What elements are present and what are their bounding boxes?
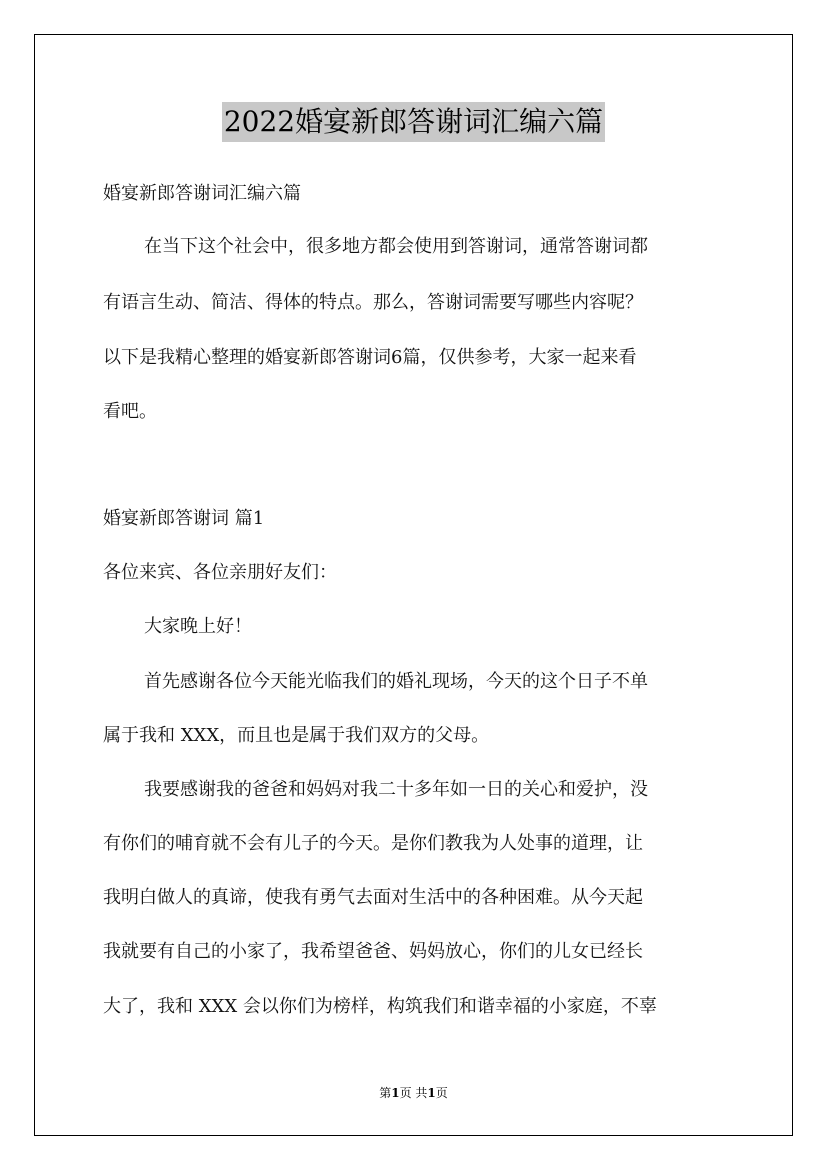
footer-prefix: 第	[379, 1086, 392, 1100]
para2-line-4: 我就要有自己的小家了，我希望爸爸、妈妈放心，你们的儿女已经长	[103, 941, 643, 962]
intro-line-4: 看吧。	[103, 401, 157, 422]
section-heading: 婚宴新郎答谢词 篇1	[103, 508, 265, 529]
para2-line-5: 大了，我和 XXX 会以你们为榜样，构筑我们和谐幸福的小家庭，不辜	[103, 996, 657, 1017]
footer-suffix: 页	[435, 1086, 448, 1100]
document-subtitle: 婚宴新郎答谢词汇编六篇	[103, 183, 301, 204]
para1-line-2: 属于我和 XXX，而且也是属于我们双方的父母。	[103, 725, 490, 746]
greeting: 大家晚上好！	[144, 616, 252, 637]
page-footer	[0, 1084, 827, 1101]
salutation: 各位来宾、各位亲朋好友们：	[103, 562, 337, 583]
intro-line-1: 在当下这个社会中，很多地方都会使用到答谢词，通常答谢词都	[144, 236, 648, 257]
para2-line-1: 我要感谢我的爸爸和妈妈对我二十多年如一日的关心和爱护，没	[144, 779, 648, 800]
para2-line-2: 有你们的哺育就不会有儿子的今天。是你们教我为人处事的道理，让	[103, 833, 643, 854]
document-title: 2022婚宴新郎答谢词汇编六篇	[222, 102, 605, 142]
footer-page-num: 1	[391, 1086, 400, 1100]
footer-page-total: 1	[427, 1086, 436, 1100]
para1-line-1: 首先感谢各位今天能光临我们的婚礼现场，今天的这个日子不单	[144, 671, 648, 692]
intro-line-2: 有语言生动、简洁、得体的特点。那么，答谢词需要写哪些内容呢？	[103, 292, 643, 313]
title-wrap	[0, 102, 827, 142]
intro-line-3: 以下是我精心整理的婚宴新郎答谢词6篇，仅供参考，大家一起来看	[103, 347, 637, 368]
footer-mid: 页 共	[399, 1086, 428, 1100]
para2-line-3: 我明白做人的真谛，使我有勇气去面对生活中的各种困难。从今天起	[103, 887, 643, 908]
